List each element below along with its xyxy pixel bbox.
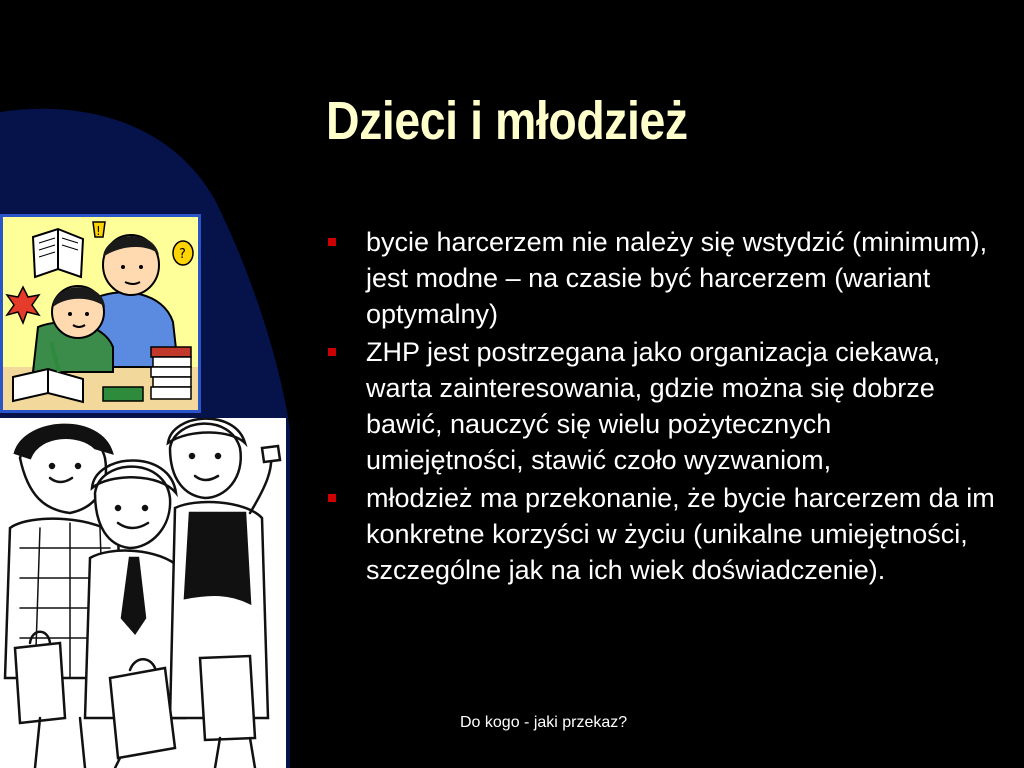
bullet-item — [326, 334, 996, 478]
bullet-text: młodzież ma przekonanie, że bycie harcerzem da im konkretne korzyści w życiu (unikalne umiejętności, szczególne jak na ich wiek doświadczenie). — [366, 483, 995, 585]
bullet-item — [326, 480, 996, 588]
bullet-square-icon — [328, 494, 336, 502]
teenagers-sketch-image — [0, 418, 286, 768]
bullet-square-icon — [328, 348, 336, 356]
boys-studying-illustration — [3, 217, 198, 410]
bullet-item — [326, 224, 996, 332]
bullet-text: bycie harcerzem nie należy się wstydzić (minimum), jest modne – na czasie być harcerzem (wariant optymalny) — [366, 227, 988, 329]
svg-text:?: ? — [179, 247, 186, 262]
svg-text:!: ! — [96, 224, 101, 238]
slide-title: Dzieci i młodzież — [326, 91, 688, 151]
footer-note: Do kogo - jaki przekaz? — [460, 714, 628, 731]
study-clipart-image — [0, 214, 201, 413]
bullet-list — [326, 224, 996, 590]
teenagers-group-illustration — [0, 418, 286, 768]
bullet-text: ZHP jest postrzegana jako organizacja ciekawa, warta zainteresowania, gdzie można się dobrze bawić, nauczyć się wielu pożytecznych umiejętności, stawić czoło wyzwaniom, — [366, 337, 941, 475]
bullet-square-icon — [328, 238, 336, 246]
